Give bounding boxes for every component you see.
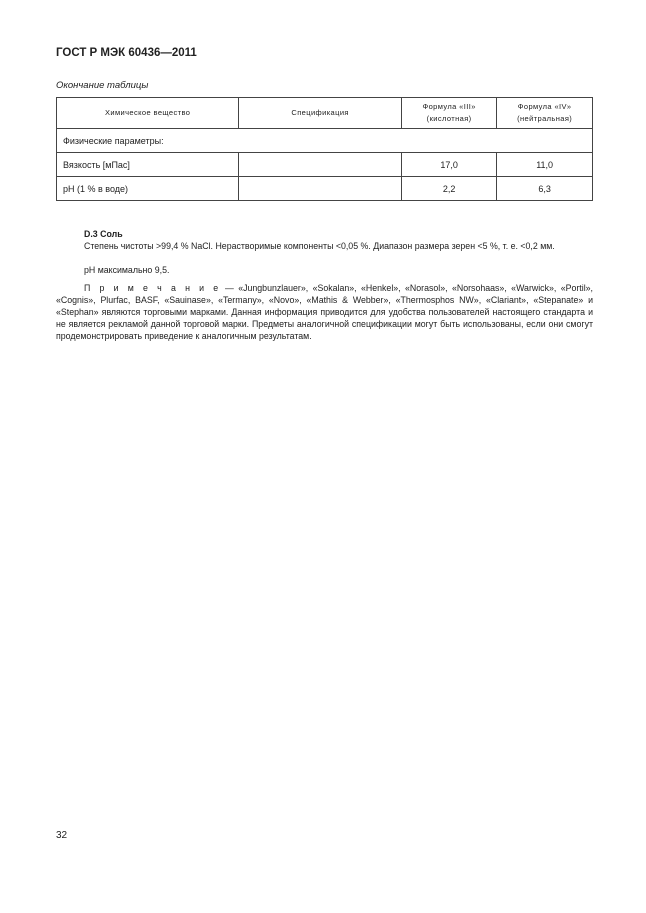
note-paragraph [56,282,593,342]
row-spec [239,153,402,177]
document-header: ГОСТ Р МЭК 60436—2011 [56,47,197,59]
group-label: Физические параметры: [57,129,593,153]
table-row [57,177,593,201]
row-formula-iii: 17,0 [402,153,497,177]
row-spec [239,177,402,201]
note-text: — «Jungbunzlauer», «Sokalan», «Henkel», «Norasol», «Norsohaas», «Warwick», «Portil», «Cognis», Plurfac, BASF, «Sauinase», «Termany», «Novo», «Mathis & Webber», «Thermosphos NW», «Clariant», «Stepanate» и «Stephan» являются торговыми марками. Данная информация приводится для удобства пользователей настоящего стандарта и не является рекламой данной торговой марки. Предметы аналогичной спецификации могут быть использованы, если они смогут продемонстрировать приведение к аналогичным результатам. [56,283,593,341]
table-caption: Окончание таблицы [56,80,149,91]
table-row [57,153,593,177]
row-formula-iii: 2,2 [402,177,497,201]
row-formula-iv: 6,3 [497,177,593,201]
page-number: 32 [56,830,68,841]
column-header-substance: Химическое вещество [57,98,239,129]
table-group-row [57,129,593,153]
column-header-specification: Спецификация [239,98,402,129]
row-name: Вязкость [мПас] [57,153,239,177]
row-name: pH (1 % в воде) [57,177,239,201]
column-header-formula-iii: Формула «III» (кислотная) [402,98,497,129]
section-paragraph: рН максимально 9,5. [84,265,170,275]
section-title: D.3 Соль [84,229,123,239]
section-paragraph: Степень чистоты >99,4 % NaCl. Нерастворимые компоненты <0,05 %. Диапазон размера зерен <5 %, т. е. <0,2 мм. [84,241,555,251]
specification-table [56,97,593,201]
table-header-row [57,98,593,129]
note-label: П р и м е ч а н и е [84,283,221,293]
column-header-formula-iv: Формула «IV» (нейтральная) [497,98,593,129]
row-formula-iv: 11,0 [497,153,593,177]
